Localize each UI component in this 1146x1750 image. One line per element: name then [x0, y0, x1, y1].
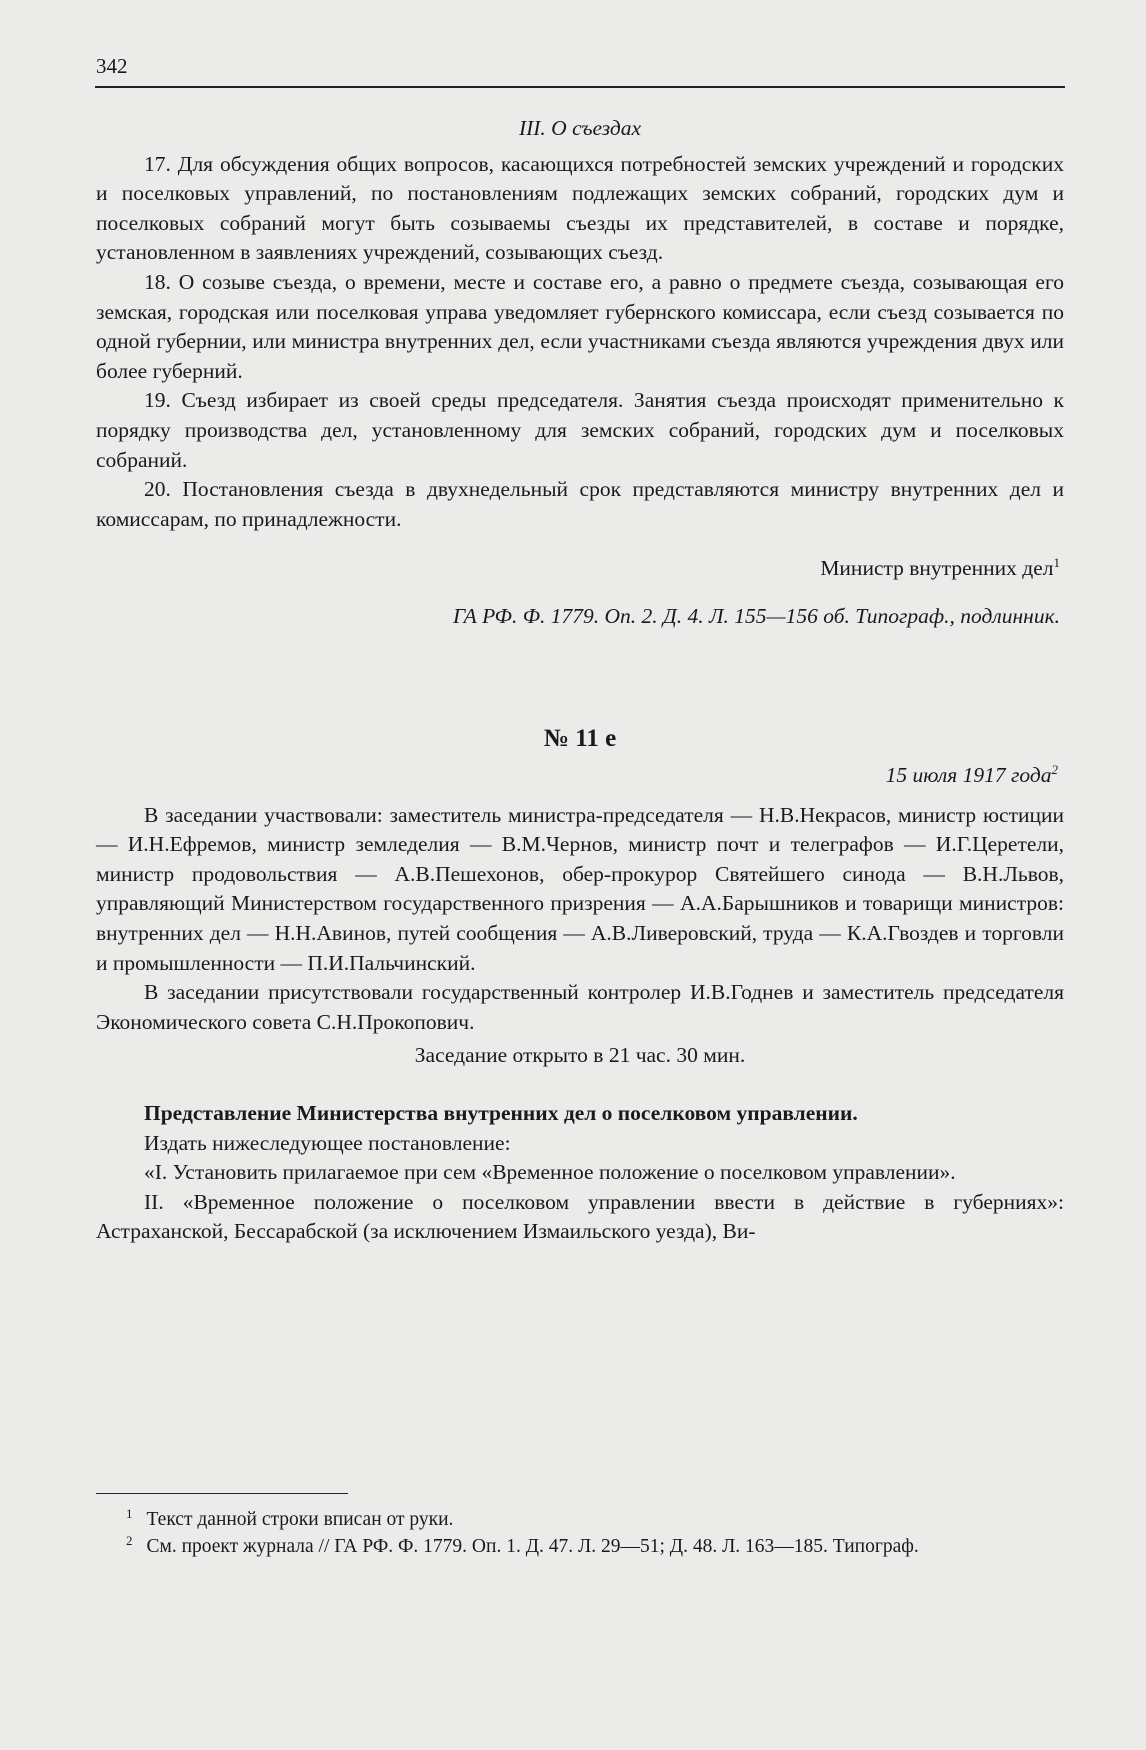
document-date — [96, 761, 1064, 791]
footnote-text: Текст данной строки вписан от руки. — [146, 1509, 454, 1530]
footnote-mark: 2 — [126, 1532, 133, 1548]
footnote-mark: 1 — [126, 1505, 133, 1521]
session-opened: Заседание открыто в 21 час. 30 мин. — [414, 1043, 746, 1068]
footnote-1 — [96, 1506, 1064, 1533]
page-body — [96, 108, 1064, 1247]
report-paragraph: «I. Установить прилагаемое при сем «Временное положение о поселковом управлении». — [144, 1160, 956, 1185]
footnote-ref-2[interactable]: 2 — [1051, 761, 1058, 777]
page-number: 342 — [96, 54, 128, 78]
article-18: 18. О созыве съезда, о времени, месте и составе его, а равно о предмете съезда, созывающая его земская, городская или поселковая управа уведомляет губернского комиссара, если съезд созывается по одной губернии, или министра внутренних дел, если участниками съезда являются учреждения двух или более губерний. — [96, 269, 1064, 383]
archive-reference: ГА РФ. Ф. 1779. Оп. 2. Д. 4. Л. 155—156 об. Типограф., подлинник. — [453, 603, 1060, 628]
header-rule — [95, 86, 1065, 88]
report-title: Представление Министерства внутренних дел о поселковом управлении. — [144, 1101, 858, 1126]
signature — [96, 554, 1064, 584]
report-paragraph: Издать нижеследующее постановление: — [144, 1130, 511, 1155]
footnotes — [96, 1506, 1064, 1560]
report-paragraph: II. «Временное положение о поселковом управлении ввести в действие в губерниях»: Астраханской, Бессарабской (за исключением Измаильского уезда), Ви- — [96, 1189, 1064, 1244]
footnote-ref-1[interactable]: 1 — [1053, 555, 1060, 571]
date-text: 15 июля 1917 года — [885, 763, 1052, 788]
attendance-participants: В заседании участвовали: заместитель министра-председателя — Н.В.Некрасов, министр юстиции — И.Н.Ефремов, министр земледелия — В.М.Чернов, министр почт и телеграфов — И.Г.Церетели, министр продовольствия — А.В.Пешехонов, обер-прокурор Святейшего синода — В.Н.Львов, управляющий Министерством государственного призрения — А.А.Барышников и товарищи министров: внутренних дел — Н.Н.Авинов, путей сообщения — А.В.Ливеровский, труда — К.А.Гвоздев и торговли и промышленности — П.И.Пальчинский. — [96, 802, 1064, 975]
signature-text: Министр внутренних дел — [820, 556, 1054, 581]
section-heading: III. О съездах — [518, 116, 642, 140]
footnote-2 — [96, 1533, 1064, 1560]
article-19: 19. Съезд избирает из своей среды председателя. Занятия съезда происходят применительно к порядку производства дел, установленному для земских собраний, городских дум и поселковых собраний. — [96, 388, 1064, 472]
attendance-present: В заседании присутствовали государственный контролер И.В.Годнев и заместитель председателя Экономического совета С.Н.Прокопович. — [96, 980, 1064, 1034]
article-17: 17. Для обсуждения общих вопросов, касающихся потребностей земских учреждений и городских и поселковых управлений, по постановлениям подлежащих земских собраний, городских дум и поселковых собраний могут быть созываемы съезды их представителей, в составе и порядке, установленном в заявлениях учреждений, созывающих съезд. — [96, 151, 1064, 265]
footnote-rule — [96, 1493, 348, 1494]
article-20: 20. Постановления съезда в двухнедельный срок представляются министру внутренних дел и комиссарам, по принадлежности. — [96, 477, 1064, 531]
footnote-text: См. проект журнала // ГА РФ. Ф. 1779. Оп. 1. Д. 47. Л. 29—51; Д. 48. Л. 163—185. Типограф. — [146, 1536, 919, 1557]
document-number: № 11 е — [543, 724, 617, 752]
